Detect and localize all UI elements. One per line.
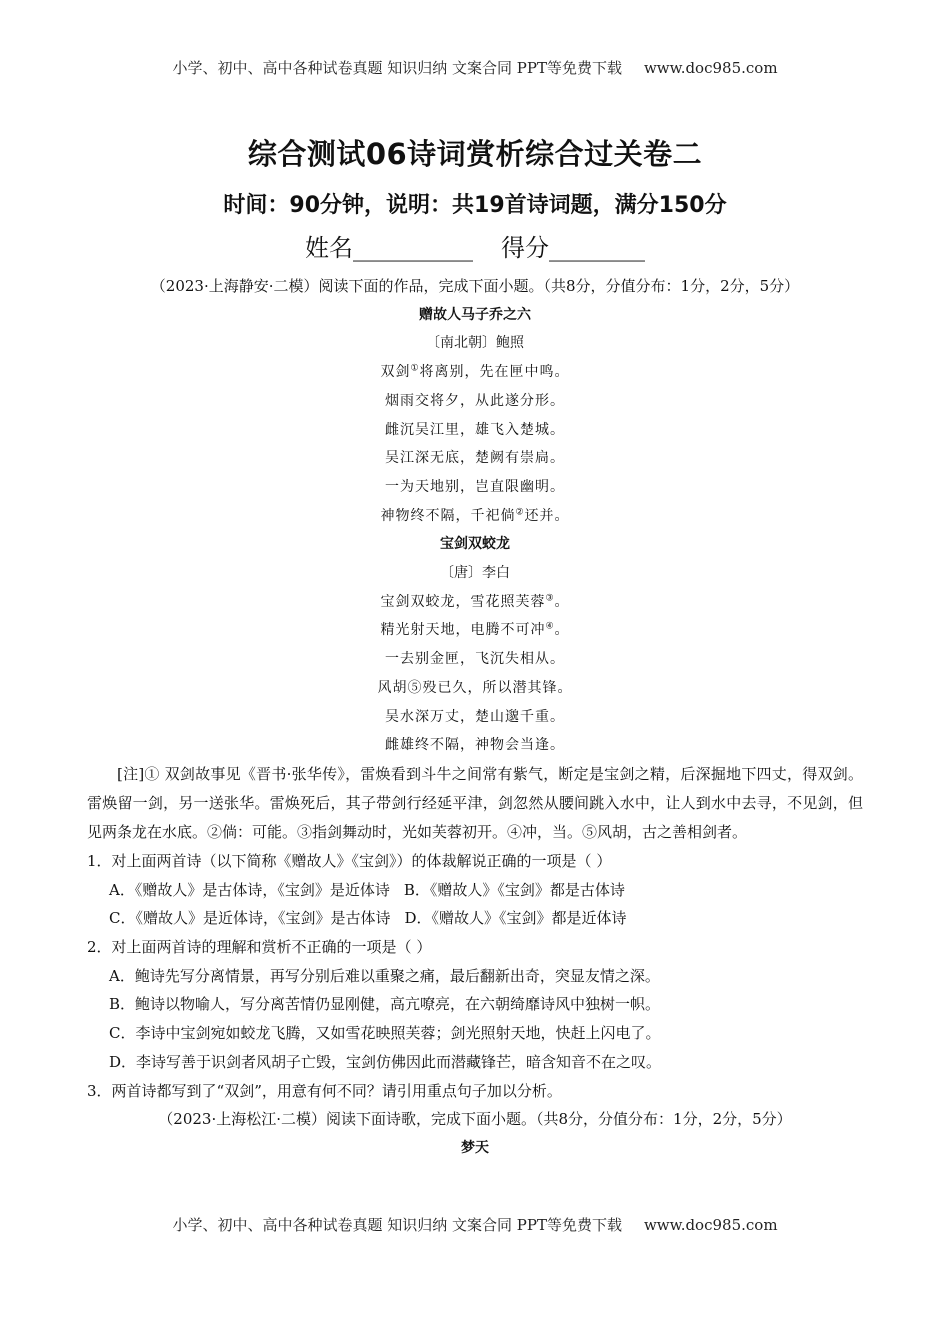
option-a[interactable]: A．鲍诗先写分离情景，再写分别后难以重聚之痛，最后翻新出奇，突显友情之深。 (109, 966, 660, 985)
option-d[interactable]: D．李诗写善于识剑者风胡子亡毁，宝剑仿佛因此而潜藏锋芒，暗含知音不在之叹。 (109, 1052, 662, 1071)
poem2-line: 宝剑双蛟龙，雪花照芙蓉③。 (380, 593, 570, 610)
poem-1 (87, 301, 863, 531)
page-footer (0, 1214, 950, 1235)
option-b[interactable]: B．《赠故人》《宝剑》都是古体诗 (403, 880, 625, 899)
page-header (0, 57, 950, 78)
question-stem: 2．对上面两首诗的理解和赏析不正确的一项是（ ） (87, 938, 432, 957)
header-site[interactable]: www.doc985.com (643, 59, 778, 77)
question-1 (87, 847, 863, 933)
poem1-line: 一为天地别，岂直限幽明。 (385, 478, 565, 495)
poem3-title: 梦天 (461, 1139, 489, 1156)
annotation-note: [注]① 双剑故事见《晋书·张华传》，雷焕看到斗牛之间常有紫气，断定是宝剑之精，后深掘地下四丈，得双剑。雷焕留一剑，另一送张华。雷焕死后，其子带剑行经延平津，剑忽然从腰间跳入水中，让人到水中去寻，不见剑，但见两条龙在水底。②倘：可能。③指剑舞动时，光如芙蓉初开。④冲，当。⑤风胡，古之善相剑者。 (87, 764, 863, 841)
option-d[interactable]: D．《赠故人》《宝剑》都是近体诗 (404, 909, 627, 928)
poem-2 (87, 530, 863, 760)
poem1-title: 赠故人马子乔之六 (419, 306, 531, 323)
poem1-line: 神物终不隔，千祀倘②还并。 (380, 506, 570, 524)
option-row (87, 904, 863, 933)
option-c[interactable]: C．《赠故人》是近体诗，《宝剑》是古体诗 (109, 909, 391, 928)
question-2 (87, 933, 863, 1077)
score-field: 得分________ (501, 234, 645, 262)
poem1-line: 双剑①将离别，先在匣中鸣。 (380, 363, 570, 381)
question-stem: 3．两首诗都写到了“双剑”，用意有何不同？请引用重点句子加以分析。 (87, 1081, 562, 1100)
poem2-line: 雌雄终不隔，神物会当逢。 (385, 737, 565, 754)
header-text: 小学、初中、高中各种试卷真题 知识归纳 文案合同 PPT等免费下载 (172, 59, 622, 77)
poem2-line: 风胡⑤殁已久，所以潜其锋。 (377, 679, 573, 696)
section1-intro: （2023·上海静安·二模）阅读下面的作品，完成下面小题。（共8分，分值分布：1分，2分，5分） (150, 277, 800, 295)
option-b[interactable]: B．鲍诗以物喻人，写分离苦情仍显刚健，高亢嘹亮，在六朝绮靡诗风中独树一帜。 (109, 995, 661, 1014)
document-body (87, 272, 863, 1163)
footer-text: 小学、初中、高中各种试卷真题 知识归纳 文案合同 PPT等免费下载 (172, 1216, 622, 1234)
poem2-line: 吴水深万丈，楚山邈千重。 (385, 708, 565, 725)
poem1-line: 雌沉吴江里，雄飞入楚城。 (385, 421, 565, 438)
question-stem: 1．对上面两首诗（以下简称《赠故人》《宝剑》）的体裁解说正确的一项是（ ） (87, 851, 612, 870)
page-title: 综合测试06诗词赏析综合过关卷二 (247, 137, 703, 171)
poem1-line: 吴江深无底，楚阙有崇扃。 (385, 450, 565, 467)
page-subtitle: 时间：90分钟，说明：共19首诗词题，满分150分 (223, 193, 727, 218)
poem2-author: 〔唐〕李白 (440, 565, 510, 582)
question-3 (87, 1077, 863, 1106)
poem2-line: 一去别金匣，飞沉失相从。 (385, 651, 565, 668)
poem1-author: 〔南北朝〕鲍照 (426, 335, 524, 352)
poem2-title: 宝剑双蛟龙 (440, 536, 510, 553)
poem1-line: 烟雨交将夕，从此遂分形。 (385, 392, 565, 409)
name-field: 姓名__________ (305, 234, 473, 262)
section2-intro: （2023·上海松江·二模）阅读下面诗歌，完成下面小题。（共8分，分值分布：1分，2分，5分） (158, 1110, 792, 1129)
option-a[interactable]: A．《赠故人》是古体诗，《宝剑》是近体诗 (109, 880, 390, 899)
poem2-line: 精光射天地，电腾不可冲④。 (380, 621, 570, 639)
option-row (87, 876, 863, 905)
option-c[interactable]: C．李诗中宝剑宛如蛟龙飞腾，又如雪花映照芙蓉；剑光照射天地，快赶上闪电了。 (109, 1024, 661, 1043)
name-score-line (0, 228, 950, 263)
footer-site[interactable]: www.doc985.com (643, 1216, 778, 1234)
